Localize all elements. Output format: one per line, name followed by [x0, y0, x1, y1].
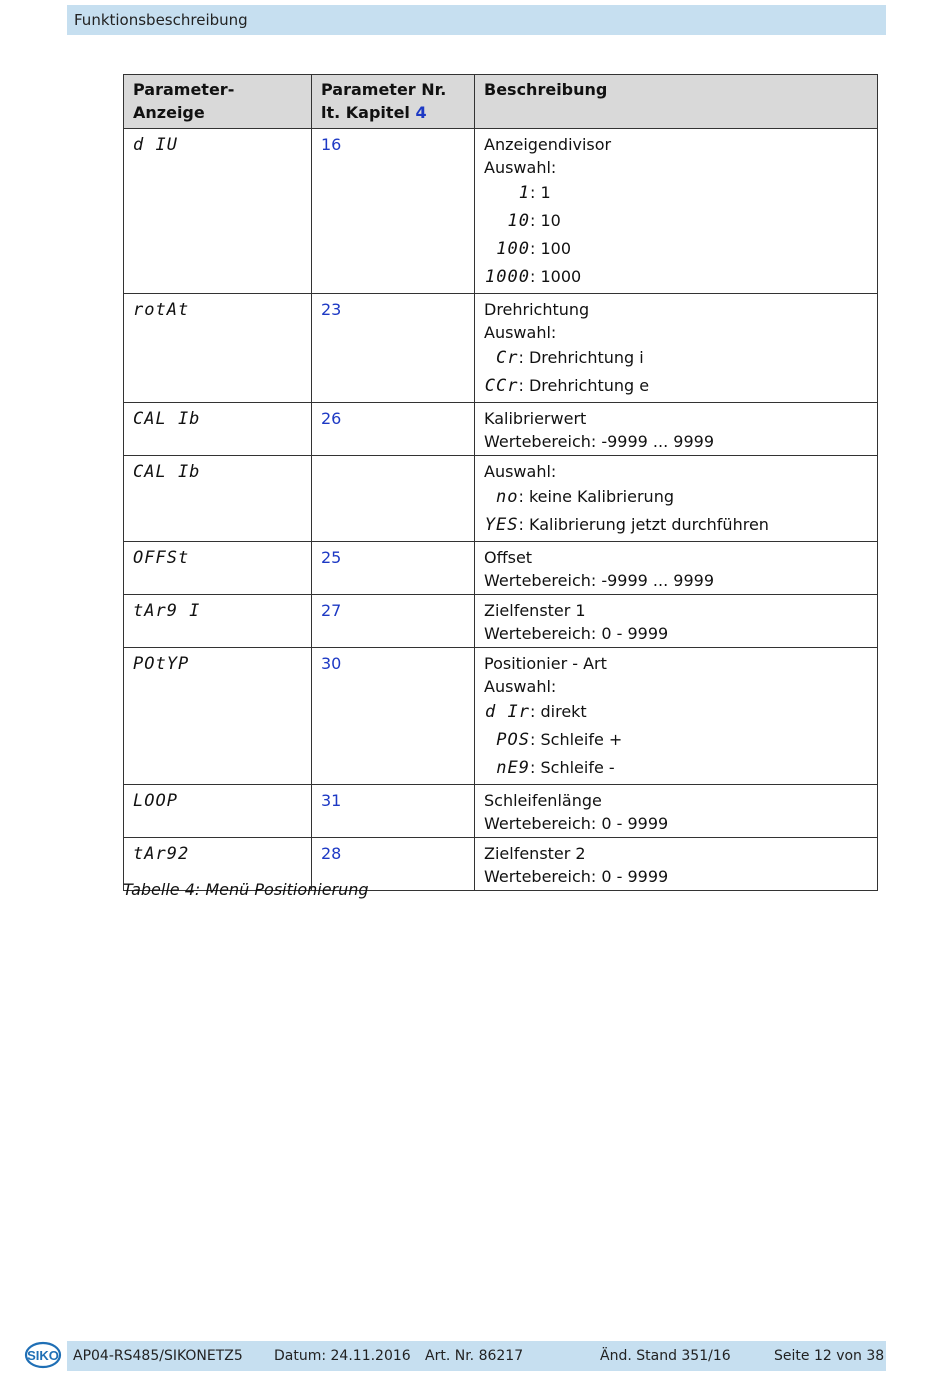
parameter-display-code: LOOP [133, 791, 178, 811]
table-row [124, 785, 878, 838]
parameter-display-cell [124, 648, 312, 785]
description-line: Kalibrierwert [484, 409, 587, 428]
option-line: d Ir: direkt [484, 698, 868, 726]
parameter-nr-cell [312, 542, 475, 595]
column-header-nr [312, 75, 475, 129]
table-header-row [124, 75, 878, 129]
option-line: POS: Schleife + [484, 726, 868, 754]
option-code: YES [484, 515, 519, 535]
option-text: 1 [540, 183, 551, 202]
option-line: 1: 1 [484, 179, 868, 207]
description-line: Drehrichtung [484, 300, 590, 319]
footer-art-nr: Art. Nr. 86217 [425, 1348, 524, 1364]
chapter-link[interactable]: 4 [415, 103, 427, 122]
option-text: Drehrichtung i [528, 348, 644, 367]
option-code: Cr [496, 348, 519, 368]
parameter-display-cell [124, 595, 312, 648]
parameter-nr-link[interactable]: 31 [321, 791, 342, 810]
parameter-display-code: tAr9 I [133, 601, 201, 621]
parameter-nr-cell [312, 648, 475, 785]
parameter-nr-link[interactable]: 30 [321, 654, 342, 673]
description-line: Anzeigendivisor [484, 135, 612, 154]
option-text: Schleife - [540, 758, 615, 777]
footer-revision: Änd. Stand 351/16 [600, 1348, 731, 1364]
description-line: Wertebereich: 0 - 9999 [484, 814, 669, 833]
parameter-nr-link[interactable]: 16 [321, 135, 342, 154]
option-code: CCr [484, 376, 519, 396]
option-line: 1000: 1000 [484, 263, 868, 291]
parameter-display-code: rotAt [133, 300, 190, 320]
parameter-nr-cell [312, 294, 475, 403]
parameter-nr-link[interactable]: 28 [321, 844, 342, 863]
option-line: Cr: Drehrichtung i [484, 344, 868, 372]
siko-logo [24, 1340, 62, 1370]
parameter-display-cell [124, 542, 312, 595]
option-text: 100 [540, 239, 572, 258]
option-text: direkt [540, 702, 587, 721]
parameter-display-cell [124, 785, 312, 838]
option-text: 10 [540, 211, 561, 230]
parameter-nr-cell [312, 129, 475, 294]
parameter-nr-cell [312, 456, 475, 542]
option-code: POS [496, 730, 530, 750]
parameter-nr-link[interactable]: 23 [321, 300, 342, 319]
parameter-description-cell [475, 785, 878, 838]
option-text: Drehrichtung e [528, 376, 650, 395]
column-header-description: Beschreibung [475, 75, 878, 129]
parameter-description-cell [475, 838, 878, 891]
option-code: no [496, 487, 519, 507]
description-line: Schleifenlänge [484, 791, 602, 810]
parameter-display-code: tAr92 [133, 844, 190, 864]
parameter-description-cell [475, 595, 878, 648]
parameter-description-cell [475, 403, 878, 456]
parameter-nr-link[interactable]: 25 [321, 548, 342, 567]
parameter-display-code: POtYP [133, 654, 190, 674]
option-line: CCr: Drehrichtung e [484, 372, 868, 400]
parameter-nr-link[interactable]: 27 [321, 601, 342, 620]
table-row [124, 294, 878, 403]
page-header-bar [67, 5, 886, 35]
table-row [124, 542, 878, 595]
table-row [124, 129, 878, 294]
description-line: Wertebereich: 0 - 9999 [484, 867, 669, 886]
table-body [124, 129, 878, 891]
parameter-display-cell [124, 294, 312, 403]
parameter-description-cell [475, 456, 878, 542]
parameter-nr-cell [312, 403, 475, 456]
parameter-table [123, 74, 878, 891]
option-text: 1000 [540, 267, 582, 286]
page-header-title: Funktionsbeschreibung [74, 11, 248, 29]
option-text: keine Kalibrierung [528, 487, 674, 506]
description-line: Wertebereich: 0 - 9999 [484, 624, 669, 643]
description-line: Auswahl: [484, 677, 557, 696]
description-line: Zielfenster 2 [484, 844, 586, 863]
description-line: Wertebereich: -9999 ... 9999 [484, 571, 714, 590]
logo-text: SIKO [27, 1348, 59, 1363]
parameter-display-code: CAL Ib [133, 462, 201, 482]
table-caption: Tabelle 4: Menü Positionierung [123, 880, 369, 899]
parameter-nr-link[interactable]: 26 [321, 409, 342, 428]
footer-page: Seite 12 von 38 [774, 1348, 885, 1364]
option-code: 1000 [485, 267, 530, 287]
description-line: Auswahl: [484, 158, 557, 177]
option-line: YES: Kalibrierung jetzt durchführen [484, 511, 868, 539]
parameter-nr-cell [312, 595, 475, 648]
table-row [124, 456, 878, 542]
option-code: 1 [518, 183, 530, 203]
parameter-nr-cell [312, 785, 475, 838]
description-line: Wertebereich: -9999 ... 9999 [484, 432, 714, 451]
parameter-display-cell [124, 129, 312, 294]
parameter-display-cell [124, 403, 312, 456]
option-code: 10 [507, 211, 530, 231]
parameter-display-cell [124, 456, 312, 542]
footer-product: AP04-RS485/SIKONETZ5 [73, 1348, 243, 1364]
option-line: no: keine Kalibrierung [484, 483, 868, 511]
option-text: Schleife + [540, 730, 623, 749]
parameter-description-cell [475, 129, 878, 294]
option-code: 100 [496, 239, 530, 259]
description-line: Positionier - Art [484, 654, 607, 673]
parameter-display-code: OFFSt [133, 548, 190, 568]
footer-date: Datum: 24.11.2016 [274, 1348, 411, 1364]
option-line: 100: 100 [484, 235, 868, 263]
column-header-display: Parameter-Anzeige [124, 75, 312, 129]
parameter-description-cell [475, 294, 878, 403]
description-line: Auswahl: [484, 323, 557, 342]
page-footer-bar [67, 1341, 886, 1371]
option-text: Kalibrierung jetzt durchführen [528, 515, 769, 534]
parameter-display-code: d IU [133, 135, 178, 155]
option-line: nE9: Schleife - [484, 754, 868, 782]
column-header-nr-label: Parameter Nr. lt. Kapitel [321, 80, 447, 122]
option-code: nE9 [496, 758, 530, 778]
parameter-description-cell [475, 648, 878, 785]
description-line: Auswahl: [484, 462, 557, 481]
parameter-description-cell [475, 542, 878, 595]
option-line: 10: 10 [484, 207, 868, 235]
table-row [124, 595, 878, 648]
option-code: d Ir [485, 702, 530, 722]
description-line: Offset [484, 548, 533, 567]
description-line: Zielfenster 1 [484, 601, 586, 620]
table-row [124, 648, 878, 785]
table-row [124, 403, 878, 456]
parameter-display-code: CAL Ib [133, 409, 201, 429]
